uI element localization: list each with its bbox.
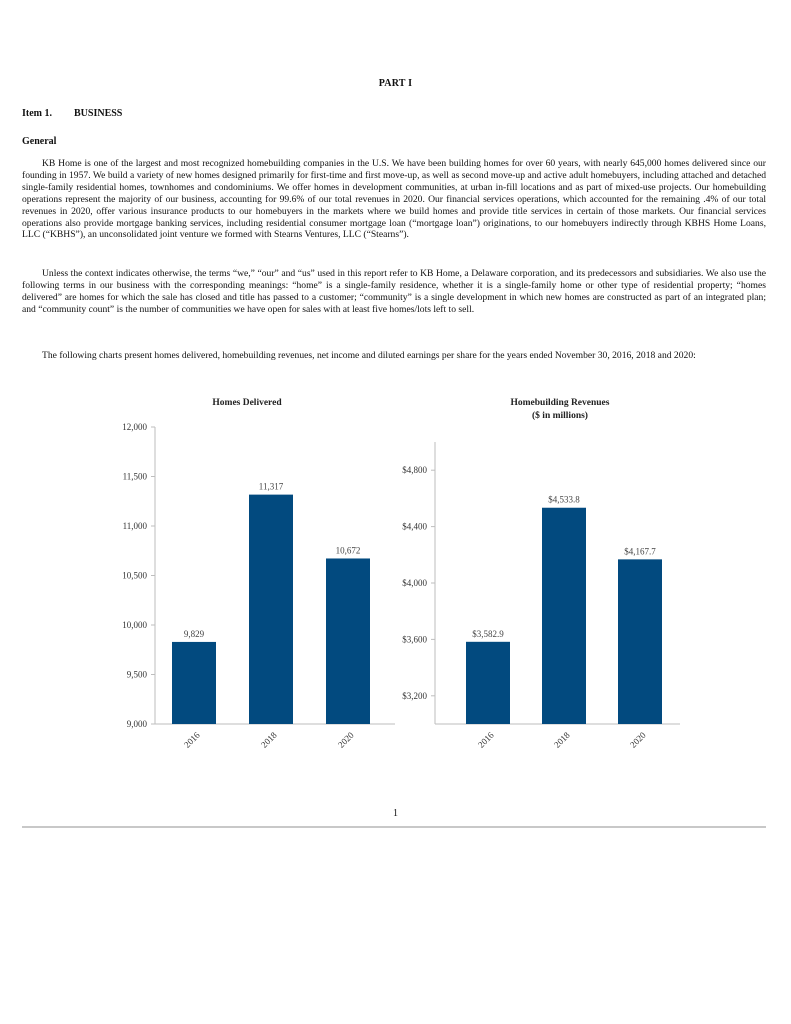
homes-bar-2020 bbox=[326, 558, 370, 724]
homes-y-tick-label: 10,000 bbox=[122, 620, 147, 630]
page-number: 1 bbox=[393, 808, 398, 819]
homes-x-tick-label-2018: 2018 bbox=[258, 729, 279, 750]
revenues-x-tick-label-2018: 2018 bbox=[551, 729, 572, 750]
homebuilding-revenues-chart-svg bbox=[380, 392, 700, 782]
homes-y-tick-label: 12,000 bbox=[122, 422, 147, 432]
homes-value-label-2018: 11,317 bbox=[258, 481, 284, 492]
homes-value-label-2020: 10,672 bbox=[335, 545, 361, 556]
homes-y-tick-label: 9,500 bbox=[126, 669, 147, 680]
homes-y-tick-label: 9,000 bbox=[126, 719, 147, 729]
footer-rule bbox=[22, 826, 766, 828]
homes-y-tick-label: 11,000 bbox=[122, 521, 147, 531]
paragraph-company-overview: KB Home is one of the largest and most recognized homebuilding companies in the U.S. We have been building homes for over 60 years, with nearly 645,000 homes delivered since our founding in 1957. We build a variety of new homes designed primarily for first-time and first move-up, as well as second move-up and active adult homebuyers, including attached and detached single-family residential homes, townhomes and condominiums. We offer homes in development communities, at urban in-fill locations and as part of mixed-use projects. Our homebuilding operations represent the majority of our business, accounting for 99.6% of our total revenues in 2020. Our financial services operations, which accounted for the remaining .4% of our total revenues in 2020, offer various insurance products to our homebuyers in the markets where we build homes and provide title services in certain of those markets. Our financial services operations also provide mortgage banking services, including residential consumer mortgage loan (“mortgage loan”) originations, to our homebuyers indirectly through KBHS Home Loans, LLC (“KBHS”), an unconsolidated joint venture we formed with Stearns Ventures, LLC (“Stearns”). bbox=[22, 158, 766, 241]
revenues-x-tick-label-2020: 2020 bbox=[627, 729, 648, 750]
section-heading: General bbox=[22, 136, 57, 147]
revenues-y-tick-label: $4,800 bbox=[402, 465, 427, 476]
homes-chart-title: Homes Delivered bbox=[212, 398, 282, 408]
item-title: BUSINESS bbox=[74, 108, 123, 119]
revenues-y-tick-label: $3,200 bbox=[402, 690, 427, 701]
revenues-value-label-2016: $3,582.9 bbox=[472, 628, 504, 639]
paragraph-charts-intro: The following charts present homes delivered, homebuilding revenues, net income and diluted earnings per share for the years ended November 30, 2016, 2018 and 2020: bbox=[42, 350, 696, 361]
homes-y-tick-label: 10,500 bbox=[122, 570, 147, 581]
revenues-y-tick-label: $3,600 bbox=[402, 634, 427, 645]
revenues-value-label-2020: $4,167.7 bbox=[624, 546, 656, 557]
homes-bar-2016 bbox=[172, 642, 216, 724]
homebuilding-revenues-chart bbox=[380, 392, 700, 782]
item-heading bbox=[22, 108, 122, 119]
revenues-bar-2020 bbox=[618, 559, 662, 724]
revenues-value-label-2018: $4,533.8 bbox=[548, 494, 580, 505]
homes-delivered-chart-svg bbox=[95, 392, 415, 782]
revenues-bar-2018 bbox=[542, 508, 586, 724]
revenues-y-tick-label: $4,400 bbox=[402, 521, 427, 532]
revenues-y-tick-label: $4,000 bbox=[402, 578, 427, 588]
item-number: Item 1. bbox=[22, 108, 52, 119]
homes-bar-2018 bbox=[249, 495, 293, 724]
homes-delivered-chart bbox=[95, 392, 415, 782]
part-title: PART I bbox=[378, 78, 413, 89]
revenues-chart-subtitle: ($ in millions) bbox=[532, 411, 588, 421]
revenues-x-tick-label-2016: 2016 bbox=[475, 729, 496, 750]
homes-y-tick-label: 11,500 bbox=[122, 471, 147, 482]
revenues-chart-title: Homebuilding Revenues bbox=[510, 398, 610, 408]
homes-x-tick-label-2020: 2020 bbox=[335, 729, 356, 750]
revenues-bar-2016 bbox=[466, 642, 510, 724]
homes-value-label-2016: 9,829 bbox=[183, 628, 205, 639]
homes-x-tick-label-2016: 2016 bbox=[181, 729, 202, 750]
paragraph-definitions: Unless the context indicates otherwise, the terms “we,” “our” and “us” used in this report refer to KB Home, a Delaware corporation, and its predecessors and subsidiaries. We also use the following terms in our business with the corresponding meanings: “home” is a single-family residence, whether it is a single-family home or other type of residential property; “homes delivered” are homes for which the sale has closed and title has passed to a customer; “community” is a single development in which new homes are constructed as part of an integrated plan; and “community count” is the number of communities we have open for sales with at least five homes/lots left to sell. bbox=[22, 268, 766, 315]
